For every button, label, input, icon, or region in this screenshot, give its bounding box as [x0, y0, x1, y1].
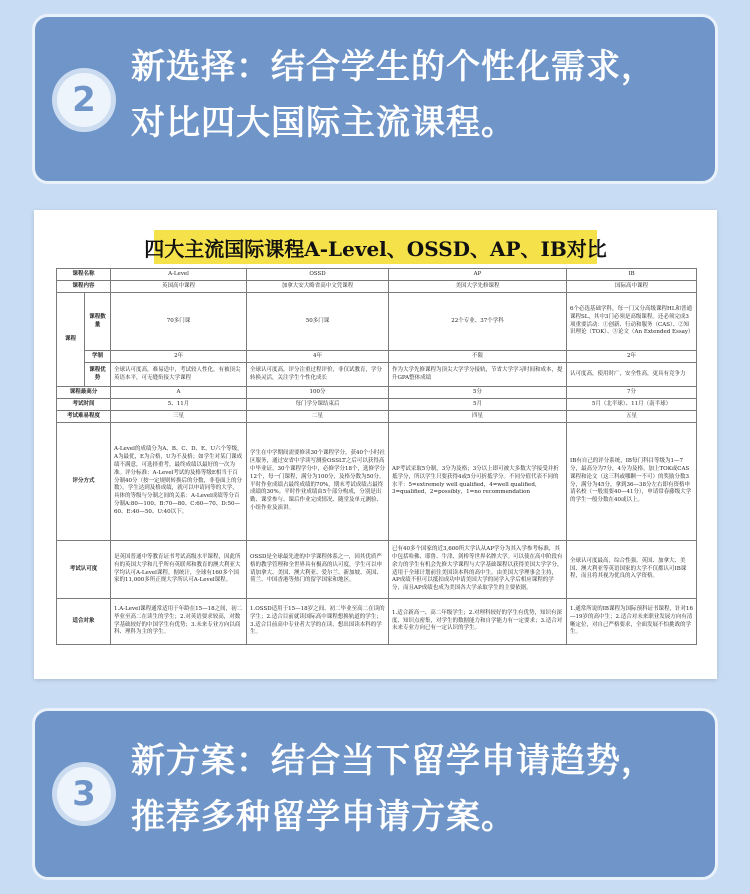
table-cell: IB	[567, 269, 697, 281]
table-cell: 学生在中学期间需要修读30个课程学分，获40个小时社区服务，通过安省中学读写测验OSSLT之后可以获得高中毕业证。30个课程学分中，必修学分18个，选修学分12个，每一门课程，满分为100分，及格分数为50分。平时作业成绩占最终成绩的70%，期末考试成绩占最终成绩的30%。平时作业成绩由5个部分构成，分别是出勤、课堂参与、课后作业完成情况、随堂及单元测验、小组作业及演讲。	[247, 423, 389, 541]
table-cell: 不限	[389, 351, 567, 363]
table-cell: 四星	[389, 411, 567, 423]
document-title: 四大主流国际课程A-Level、OSSD、AP、IB对比	[154, 230, 597, 264]
table-row	[57, 423, 697, 541]
table-cell: 国际高中课程	[567, 281, 697, 293]
table-cell: 70多门课	[111, 293, 247, 351]
row-label: 课程内容	[57, 281, 111, 293]
table-cell: 5分	[389, 387, 567, 399]
table-cell: A-Level的成绩分为A、B、C、D、E、U六个等级，A为最优，E为合格，U为不及格；如学生对某门课成绩不满意，可选择重考，最终成绩以最好的一次为准。评分标准：A-Level考试的及格等级E相当于百分制40分（按一定规则转换后的分数，非卷面上的分数）。学生达到及格成绩，就可以申请同等的大学，具体的等级与分制之间的关系：A-Level成绩等分百分制A:80—100、B:70—80、C:60—70、D:50—60、E:40—50、U:40以下。	[111, 423, 247, 541]
row-label: 课程最高分	[57, 387, 111, 399]
headline-line: 新方案：结合当下留学申请趋势，	[131, 741, 656, 781]
table-cell: AP	[389, 269, 567, 281]
row-label: 适合对象	[57, 599, 111, 645]
table-row	[57, 293, 697, 351]
table-row	[57, 399, 697, 411]
row-label: 评分方式	[57, 423, 111, 541]
table-cell: 6个必选基础学科，每一门又分高级课程HL和普通课程SL，其中3门必须是高级课程。还必须完成3项重要活动：①创新、行动和服务（CAS）、②知识理论（TOK）、③论文（An Extended Essay）	[567, 293, 697, 351]
table-cell: 全球认可度高，难易适中，考试较人性化，有被顶尖英语本平，可无缝衔接大学课程	[111, 363, 247, 387]
row-label: 考试认可度	[57, 541, 111, 599]
table-cell: 5月	[389, 399, 567, 411]
section-2-card	[32, 14, 718, 184]
table-row	[57, 269, 697, 281]
table-row	[57, 411, 697, 423]
table-cell: 1.适合新高一、高二年级学生；2.对理科较好的学生有优势，知识有深度、知识点密集，对学生的数据能力和自学能力有一定要求；3.适合对未来专业方向已有一定认识的学生。	[389, 599, 567, 645]
step-number-badge: 3	[57, 767, 111, 821]
table-row	[57, 541, 697, 599]
table-cell: 7分	[567, 387, 697, 399]
table-cell: 1.A-Level课程通常适用于年龄在15—18之间，初二毕业至高二在读生的学生；2.对英语要求较高，对数学基础较好的中国学生有优势；3.未来专业方向以商科、理科为主的学生。	[111, 599, 247, 645]
table-cell: 是英国普通中等教育证书考试高级水平课程，因此所有的英国大学和几乎所有英联邦和教育的澳大利亚大学均认可A-Level课程。据统计，全球有160多个国家的11,000多所正规大学所认可A-Level课程。	[111, 541, 247, 599]
table-row	[57, 599, 697, 645]
table-cell: A-Level	[111, 269, 247, 281]
section-3-card	[32, 708, 718, 880]
row-label: 课程优势	[85, 363, 111, 387]
table-cell: 二星	[247, 411, 389, 423]
table-cell: 50多门课	[247, 293, 389, 351]
table-row	[57, 363, 697, 387]
step-number-badge: 2	[57, 73, 111, 127]
table-row	[57, 351, 697, 363]
table-cell: 五星	[567, 411, 697, 423]
comparison-document	[34, 210, 717, 679]
table-cell: 2年	[567, 351, 697, 363]
table-cell: 已有40多个国家的近3,600所大学认从AP学分为其入学参考标准，其中包括哈佛、耶鲁、牛津、剑桥等世界名牌大学。可以使在高中阶段有余力的学生有机会先修大学课程与大学基础课程以获得美国大学学分，适用于全球计划前往美国读本科的高中生。由美国大学理事会主持，AP成绩不但可以抵扣成功申请美国大学的同学入学后相应课程的学分，而且AP成绩也成为美国各大学录取学生的主要依据。	[389, 541, 567, 599]
table-cell: 三星	[111, 411, 247, 423]
table-cell: AP考试采取5分制，3分为及格；3分以上即可被大多数大学接受并折抵学分，所以学生只要获得4或5分可折抵学分。不同分值代表不同的水平：5=extremely well qualified，4=well qualified，3=qualified，2=possibly，1=no recommendation	[389, 423, 567, 541]
table-cell: OSSD是全球最先进的中学课程体系之一，因其优质严格的教学管理和全世界具有极高的认可度，学生可以申请加拿大、美国、澳大利亚、爱尔兰、新加坡、英国、荷兰、中国香港等热门的留学国家和地区。	[247, 541, 389, 599]
table-cell: 作为大学先修课程为顶尖大学学分接轨，节省大学学习时间和成本，提升GPA整体成绩	[389, 363, 567, 387]
row-label: 学制	[85, 351, 111, 363]
section-3-headline	[131, 733, 705, 845]
table-row	[57, 281, 697, 293]
table-cell: OSSD	[247, 269, 389, 281]
row-label: 考试难易程度	[57, 411, 111, 423]
headline-line: 推荐多种留学申请方案。	[131, 797, 516, 837]
section-2-headline	[131, 39, 705, 151]
table-cell: 美国大学先修课程	[389, 281, 567, 293]
table-cell: 4年	[247, 351, 389, 363]
table-cell: 认可度高，使用时广，安全性高，更具有竞争力	[567, 363, 697, 387]
table-cell: 全球认可度最高，综合性强。英国、加拿大、美国、澳大利亚等英语国家的大学不仅都认可IB课程，而且将其视为优良的入学资格。	[567, 541, 697, 599]
table-cell: 加拿大安大略省高中文凭课程	[247, 281, 389, 293]
row-label: 课程数量	[85, 293, 111, 351]
table-cell: 5月（北半球）、11月（南半球）	[567, 399, 697, 411]
row-label: 考试时间	[57, 399, 111, 411]
table-cell: 全球认可度高，评分注重过程评价，非仅试教育，学分转换灵活，关注学生个性化成长	[247, 363, 389, 387]
comparison-table	[56, 268, 697, 645]
headline-line: 新选择：结合学生的个性化需求，	[131, 47, 656, 87]
table-cell: 英国高中课程	[111, 281, 247, 293]
table-cell: 1.通常所说的IB课程为国际预科证书课程，针对16—19岁的高中生；2.适合对未来职业发展方向有清晰定位，对自己严格要求，全面发展不怕挑战的学生。	[567, 599, 697, 645]
row-label: 课程名称	[57, 269, 111, 281]
table-cell: A	[111, 387, 247, 399]
table-cell: 22个专业、37个学科	[389, 293, 567, 351]
table-cell: 5、11月	[111, 399, 247, 411]
table-row	[57, 387, 697, 399]
table-cell: 1.OSSD适用于15—18岁之间、初二毕业至高二在读的学生；2.适合目前就读国际高中课程想换轨道的学生；3.适合目前高中专业者大学的在读、想出国读本科的学生。	[247, 599, 389, 645]
table-cell: 100分	[247, 387, 389, 399]
table-cell: IB有自己的评分系统，IB每门科目等级为1—7分，最高分为7分，4分为及格。加上TOK或CAS课程和论文（这三科或哪颗一不可）的奖励分数3分，满分为45分，拿到36—38分左右即有资格申请名校（一般需要40—41分），申请常春藤级大学的学生一般分数在40或以上。	[567, 423, 697, 541]
row-group-label: 课程	[57, 293, 85, 387]
table-cell: 每门学分课结束后	[247, 399, 389, 411]
table-cell: 2年	[111, 351, 247, 363]
headline-line: 对比四大国际主流课程。	[131, 103, 516, 143]
